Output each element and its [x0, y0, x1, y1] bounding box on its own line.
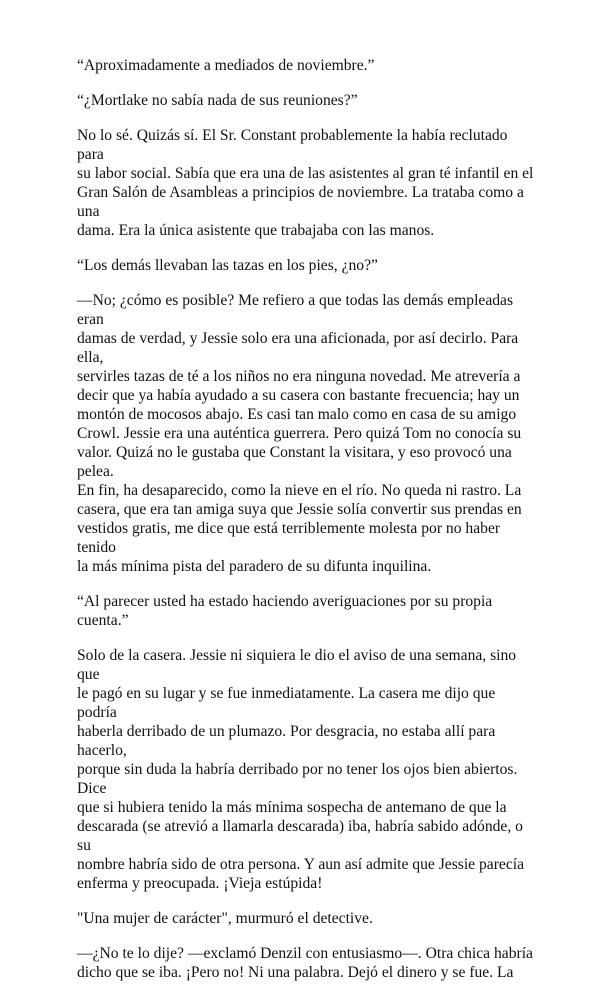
paragraph-6: “Al parecer usted ha estado haciendo averiguaciones por su propia cuenta.” — [77, 593, 493, 629]
paragraph-4: “Los demás llevaban las tazas en los pies, ¿no?” — [77, 257, 378, 274]
paragraph-8: "Una mujer de carácter", murmuró el detective. — [77, 910, 373, 927]
paragraph-2: “¿Mortlake no sabía nada de sus reuniones?” — [77, 92, 358, 109]
paragraph-9: —¿No te lo dije? —exclamó Denzil con entusiasmo—. Otra chica habría dicho que se iba. ¡Pero no! Ni una palabra. Dejó el dinero y se fue. La — [77, 945, 533, 981]
paragraph-1: “Aproximadamente a mediados de noviembre.” — [77, 57, 375, 74]
paragraph-5: —No; ¿cómo es posible? Me refiero a que todas las demás empleadas eran damas de verdad, y Jessie solo era una aficionada, por así decirlo. Para ella, servirles tazas de té a los niños no era ninguna novedad. Me atrevería a decir que ya había ayudado a su casera con bastante frecuencia; hay un montón de mocosos abajo. Es casi tan malo como en casa de su amigo Crowl. Jessie era una auténtica guerrera. Pero quizá Tom no conocía su valor. Quizá no le gustaba que Constant la visitara, y eso provocó una pelea. En fin, ha desaparecido, como la nieve en el río. No queda ni rastro. La casera, que era tan amiga suya que Jessie solía convertir sus prendas en vestidos gratis, me dice que está terriblemente molesta por no haber tenido la más mínima pista del paradero de su difunta inquilina. — [77, 292, 522, 575]
paragraph-7: Solo de la casera. Jessie ni siquiera le dio el aviso de una semana, sino que le pagó en su lugar y se fue inmediatamente. La casera me dijo que podría haberla derribado de un plumazo. Por desgracia, no estaba allí para hacerlo, porque sin duda la habría derribado por no tener los ojos bien abiertos. Dice que si hubiera tenido la más mínima sospecha de antemano de que la descarada (se atrevió a llamarla descarada) iba, habría sabido adónde, o su nombre habría sido de otra persona. Y aun así admite que Jessie parecía enferma y preocupada. ¡Vieja estúpida! — [77, 647, 525, 892]
document-page — [77, 56, 537, 998]
paragraph-3: No lo sé. Quizás sí. El Sr. Constant probablemente la había reclutado para su labor social. Sabía que era una de las asistentes al gran té infantil en el Gran Salón de Asambleas a principios de noviembre. La trataba como a una dama. Era la única asistente que trabajaba con las manos. — [77, 127, 534, 239]
